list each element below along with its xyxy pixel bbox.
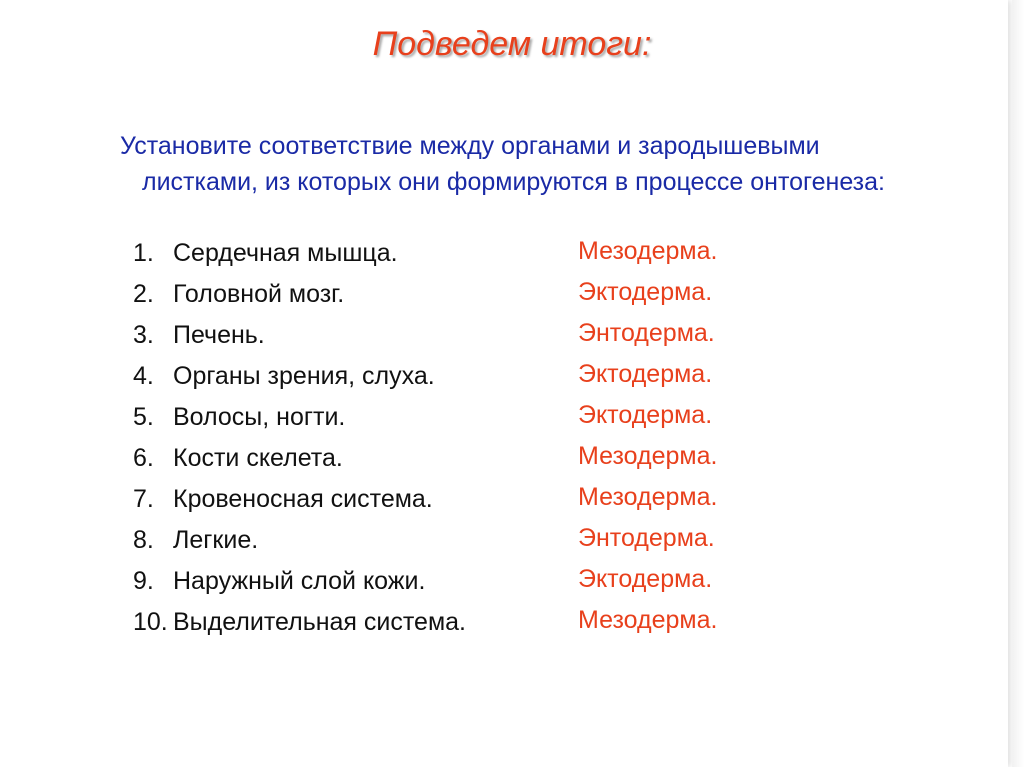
germ-layer-list <box>578 233 717 643</box>
organ-item <box>133 563 466 604</box>
germ-layer-answer: Эктодерма. <box>578 278 713 306</box>
organ-number: 5. <box>133 403 154 431</box>
organ-label: Кости скелета. <box>173 444 343 472</box>
organ-number: 3. <box>133 321 154 349</box>
organ-label: Выделительная система. <box>173 608 466 636</box>
organ-item <box>133 481 466 522</box>
organ-item <box>133 235 466 276</box>
page-gutter <box>1012 0 1024 767</box>
organ-number: 2. <box>133 280 154 308</box>
organ-number: 9. <box>133 567 154 595</box>
germ-layer-answer: Эктодерма. <box>578 401 713 429</box>
organ-list <box>133 235 466 645</box>
germ-layer-answer: Мезодерма. <box>578 606 718 634</box>
organ-number: 7. <box>133 485 154 513</box>
germ-layer-answer: Мезодерма. <box>578 442 718 470</box>
instruction-line-2: листками, из которых они формируются в процессе онтогенеза: <box>142 168 885 196</box>
organ-label: Кровеносная система. <box>173 485 433 513</box>
germ-layer-answer: Мезодерма. <box>578 483 718 511</box>
organ-number: 10. <box>133 608 168 636</box>
germ-layer-answer: Энтодерма. <box>578 524 715 552</box>
organ-number: 6. <box>133 444 154 472</box>
organ-label: Волосы, ногти. <box>173 403 346 431</box>
organ-label: Головной мозг. <box>173 280 345 308</box>
organ-number: 8. <box>133 526 154 554</box>
organ-label: Органы зрения, слуха. <box>173 362 435 390</box>
organ-number: 4. <box>133 362 154 390</box>
organ-item <box>133 358 466 399</box>
slide-title: Подведем итоги: <box>372 25 652 63</box>
organ-number: 1. <box>133 239 154 267</box>
organ-item <box>133 440 466 481</box>
organ-item <box>133 522 466 563</box>
organ-label: Сердечная мышца. <box>173 239 398 267</box>
instruction-line-1: Установите соответствие между органами и зародышевыми <box>120 132 820 160</box>
germ-layer-answer: Мезодерма. <box>578 237 718 265</box>
organ-item <box>133 276 466 317</box>
organ-label: Наружный слой кожи. <box>173 567 426 595</box>
instruction-text <box>120 128 950 200</box>
organ-label: Печень. <box>173 321 265 349</box>
organ-item <box>133 399 466 440</box>
organ-item <box>133 317 466 358</box>
germ-layer-answer: Энтодерма. <box>578 319 715 347</box>
organ-label: Легкие. <box>173 526 259 554</box>
germ-layer-answer: Эктодерма. <box>578 565 713 593</box>
organ-item <box>133 604 466 645</box>
germ-layer-answer: Эктодерма. <box>578 360 713 388</box>
